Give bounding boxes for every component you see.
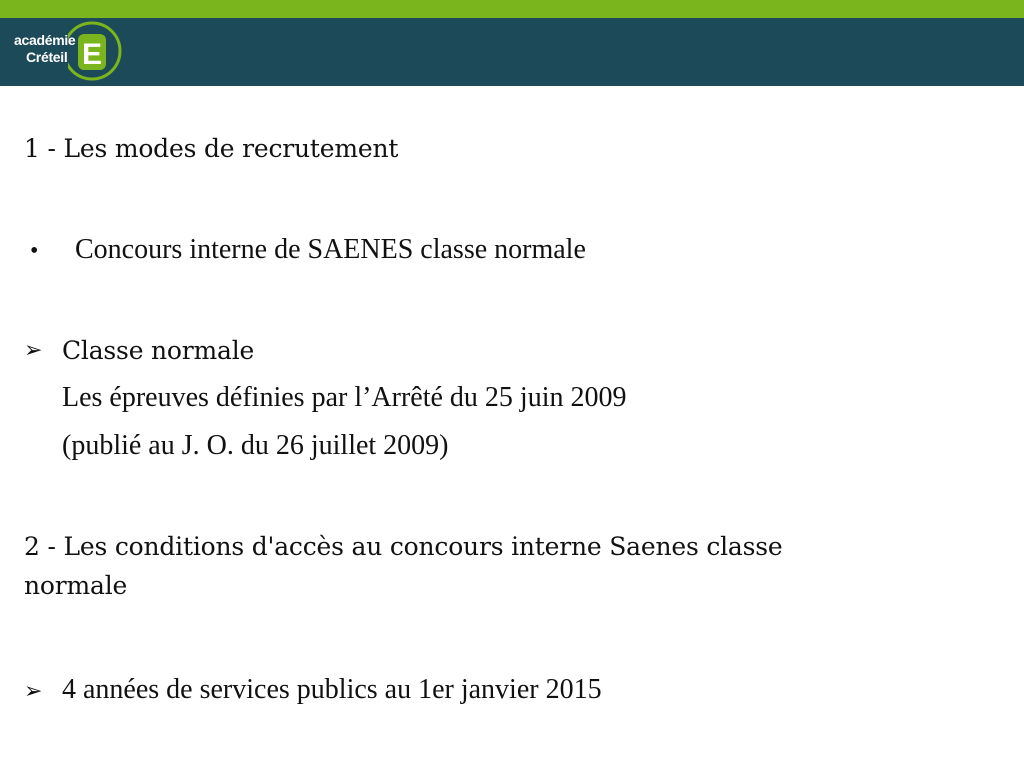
logo-text-academie: académie [14, 32, 76, 48]
arrow-bullet-icon: ➢ [24, 337, 43, 362]
section2-title-line2: normale [24, 571, 128, 600]
sub-line-publication: (publié au J. O. du 26 juillet 2009) [62, 430, 449, 461]
logo-letter: E [81, 38, 103, 71]
section2-title-line1: 2 - Les conditions d'accès au concours interne Saenes classe [24, 532, 783, 561]
condition-item: 4 années de services publics au 1er janvier 2015 [62, 674, 602, 705]
section1-title: 1 - Les modes de recrutement [24, 134, 399, 163]
bullet-item-concours: Concours interne de SAENES classe normale [75, 234, 586, 265]
arrow-bullet-icon: ➢ [24, 678, 43, 703]
sub-title-classe-normale: Classe normale [62, 336, 255, 365]
bullet-dot-icon: • [30, 238, 39, 264]
logo-text-creteil: Créteil [26, 49, 68, 65]
sub-line-epreuves: Les épreuves définies par l’Arrêté du 25 juin 2009 [62, 382, 627, 413]
